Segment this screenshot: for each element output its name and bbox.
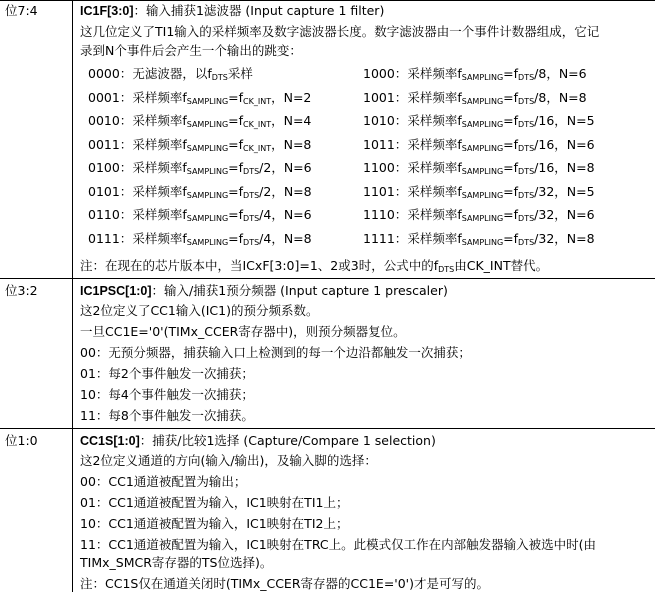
field-description: ：输入/捕获1预分频器 (Input capture 1 prescaler) bbox=[151, 283, 448, 298]
note-line: 注：在现在的芯片版本中，当ICxF[3:0]=1、2或3时，公式中的$f_{DTS}$由CK_INT替代。 bbox=[80, 258, 549, 274]
bit-range: 位1:0 bbox=[5, 433, 38, 448]
desc-line: 这几位定义了TI1输入的采样频率及数字滤波器长度。数字滤波器由一个事件计数器组成，它记 bbox=[80, 24, 600, 39]
desc-line: 这2位定义通道的方向(输入/输出)，及输入脚的选择： bbox=[80, 453, 377, 468]
desc-line: 10：每4个事件触发一次捕获； bbox=[80, 387, 254, 402]
filter-option: 1100：采样频率$f_{SAMPLING}=f_{DTS}/16$，N=8 bbox=[363, 160, 595, 176]
filter-option: 1001：采样频率$f_{SAMPLING}=f_{DTS}/8$，N=8 bbox=[363, 89, 587, 106]
row-divider bbox=[0, 278, 655, 279]
field-name: CC1S[1:0] bbox=[80, 434, 140, 448]
row-divider bbox=[0, 428, 655, 429]
field-name: IC1F[3:0] bbox=[80, 4, 134, 18]
filter-option: 0011：采样频率$f_{SAMPLING}=f_{CK\_INT}$，N=8 bbox=[88, 136, 312, 153]
field-description: ：输入捕获1滤波器 (Input capture 1 filter) bbox=[133, 3, 385, 18]
filter-option: 0000：无滤波器，以$f_{DTS}$采样 bbox=[88, 66, 253, 82]
column-divider bbox=[72, 0, 73, 592]
desc-line: 11：每8个事件触发一次捕获。 bbox=[80, 408, 254, 423]
filter-option: 1010：采样频率$f_{SAMPLING}=f_{DTS}/16$，N=5 bbox=[363, 113, 595, 129]
desc-line: 这2位定义了CC1输入(IC1)的预分频系数。 bbox=[80, 303, 319, 318]
filter-option: 0110：采样频率$f_{SAMPLING}=f_{DTS}/4$，N=6 bbox=[88, 207, 312, 223]
filter-option: 0111：采样频率$f_{SAMPLING}=f_{DTS}/4$，N=8 bbox=[88, 230, 312, 247]
desc-line: 10：CC1通道被配置为输入，IC1映射在TI2上； bbox=[80, 516, 349, 531]
desc-line: 01：CC1通道被配置为输入，IC1映射在TI1上； bbox=[80, 495, 349, 510]
desc-line: 00：无预分频器，捕获输入口上检测到的每一个边沿都触发一次捕获； bbox=[80, 345, 471, 360]
field-title bbox=[80, 283, 448, 299]
filter-option: 1110：采样频率$f_{SAMPLING}=f_{DTS}/32$，N=6 bbox=[363, 207, 595, 223]
filter-option: 0100：采样频率$f_{SAMPLING}=f_{DTS}/2$，N=6 bbox=[88, 160, 312, 176]
note-line: 注：CC1S仅在通道关闭时(TIMx_CCER寄存器的CC1E='0')才是可写的。 bbox=[80, 576, 489, 591]
desc-line: 00：CC1通道被配置为输出； bbox=[80, 474, 247, 489]
desc-line: TIMx_SMCR寄存器的TS位选择)。 bbox=[80, 555, 273, 570]
field-description: ：捕获/比较1选择 (Capture/Compare 1 selection) bbox=[139, 433, 436, 448]
filter-option: 1111：采样频率$f_{SAMPLING}=f_{DTS}/32$，N=8 bbox=[363, 230, 595, 247]
bit-range: 位7:4 bbox=[5, 3, 38, 18]
desc-line: 01：每2个事件触发一次捕获； bbox=[80, 366, 254, 381]
desc-line: 录到N个事件后会产生一个输出的跳变： bbox=[80, 43, 302, 58]
table-top-border bbox=[0, 0, 655, 1]
desc-line: 一旦CC1E='0'(TIMx_CCER寄存器中)，则预分频器复位。 bbox=[80, 324, 406, 339]
filter-option: 0001：采样频率$f_{SAMPLING}=f_{CK\_INT}$，N=2 bbox=[88, 89, 312, 106]
filter-option: 0101：采样频率$f_{SAMPLING}=f_{DTS}/2$，N=8 bbox=[88, 183, 312, 200]
field-name: IC1PSC[1:0] bbox=[80, 284, 152, 298]
filter-option: 1101：采样频率$f_{SAMPLING}=f_{DTS}/32$，N=5 bbox=[363, 183, 595, 200]
bit-range: 位3:2 bbox=[5, 283, 38, 298]
filter-option: 0010：采样频率$f_{SAMPLING}=f_{CK\_INT}$，N=4 bbox=[88, 113, 312, 129]
desc-line: 11：CC1通道被配置为输入，IC1映射在TRC上。此模式仅工作在内部触发器输入被选中时(由 bbox=[80, 537, 596, 552]
field-title bbox=[80, 433, 436, 449]
field-title bbox=[80, 3, 384, 19]
filter-option: 1000：采样频率$f_{SAMPLING}=f_{DTS}/8$，N=6 bbox=[363, 66, 587, 82]
filter-option: 1011：采样频率$f_{SAMPLING}=f_{DTS}/16$，N=6 bbox=[363, 136, 595, 153]
